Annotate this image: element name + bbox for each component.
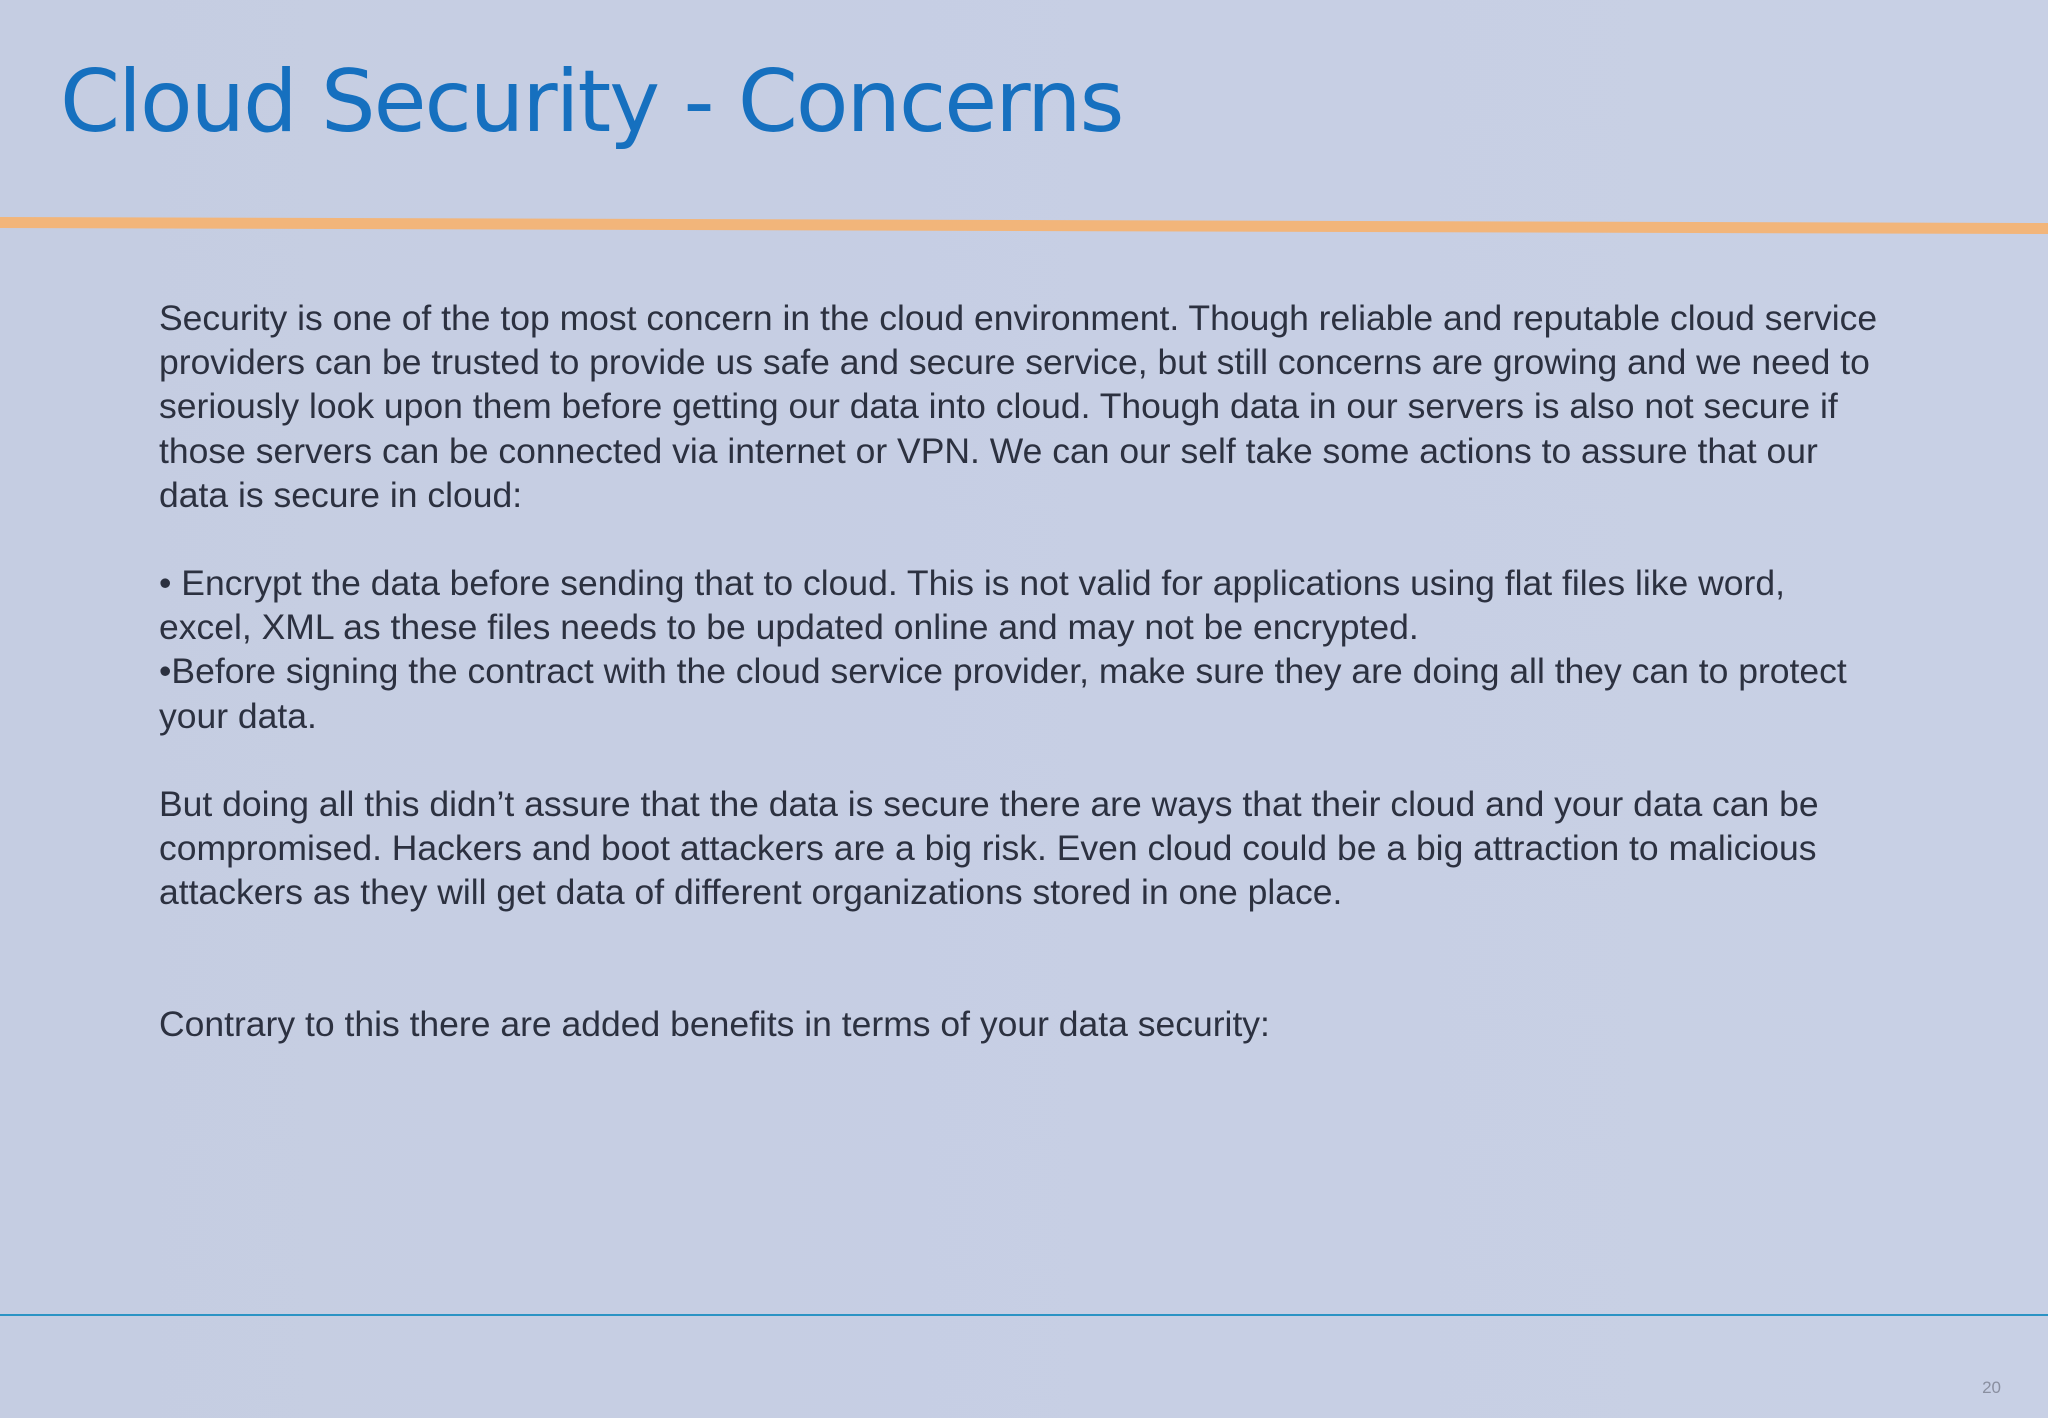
- benefits-intro: Contrary to this there are added benefits in terms of your data security:: [159, 1004, 1270, 1045]
- risks-paragraph: But doing all this didn’t assure that the data is secure there are ways that their cloud and your data can be compromised. Hackers and boot attackers are a big risk. Even cloud could be a big attraction to malicious attackers as they will get data of different organizations stored in one place.: [159, 783, 1819, 913]
- bullet-item-contract: •Before signing the contract with the cloud service provider, make sure they are doing all they can to protect your data.: [159, 651, 1847, 736]
- title-accent-line: [0, 214, 2048, 234]
- footer-divider: [0, 1314, 2048, 1316]
- intro-paragraph: Security is one of the top most concern in the cloud environment. Though reliable and reputable cloud service providers can be trusted to provide us safe and secure service, but still concerns are growing and we need to seriously look upon them before getting our data into cloud. Though data in our servers is also not secure if those servers can be connected via internet or VPN. We can our self take some actions to assure that our data is secure in cloud:: [159, 298, 1878, 515]
- slide-body: [159, 296, 1879, 1047]
- page-number: 20: [1982, 1378, 2001, 1397]
- bullet-item-encrypt: • Encrypt the data before sending that to cloud. This is not valid for applications using flat files like word, excel, XML as these files needs to be updated online and may not be encrypted.: [159, 563, 1785, 648]
- slide-title: Cloud Security - Concerns: [60, 52, 1123, 152]
